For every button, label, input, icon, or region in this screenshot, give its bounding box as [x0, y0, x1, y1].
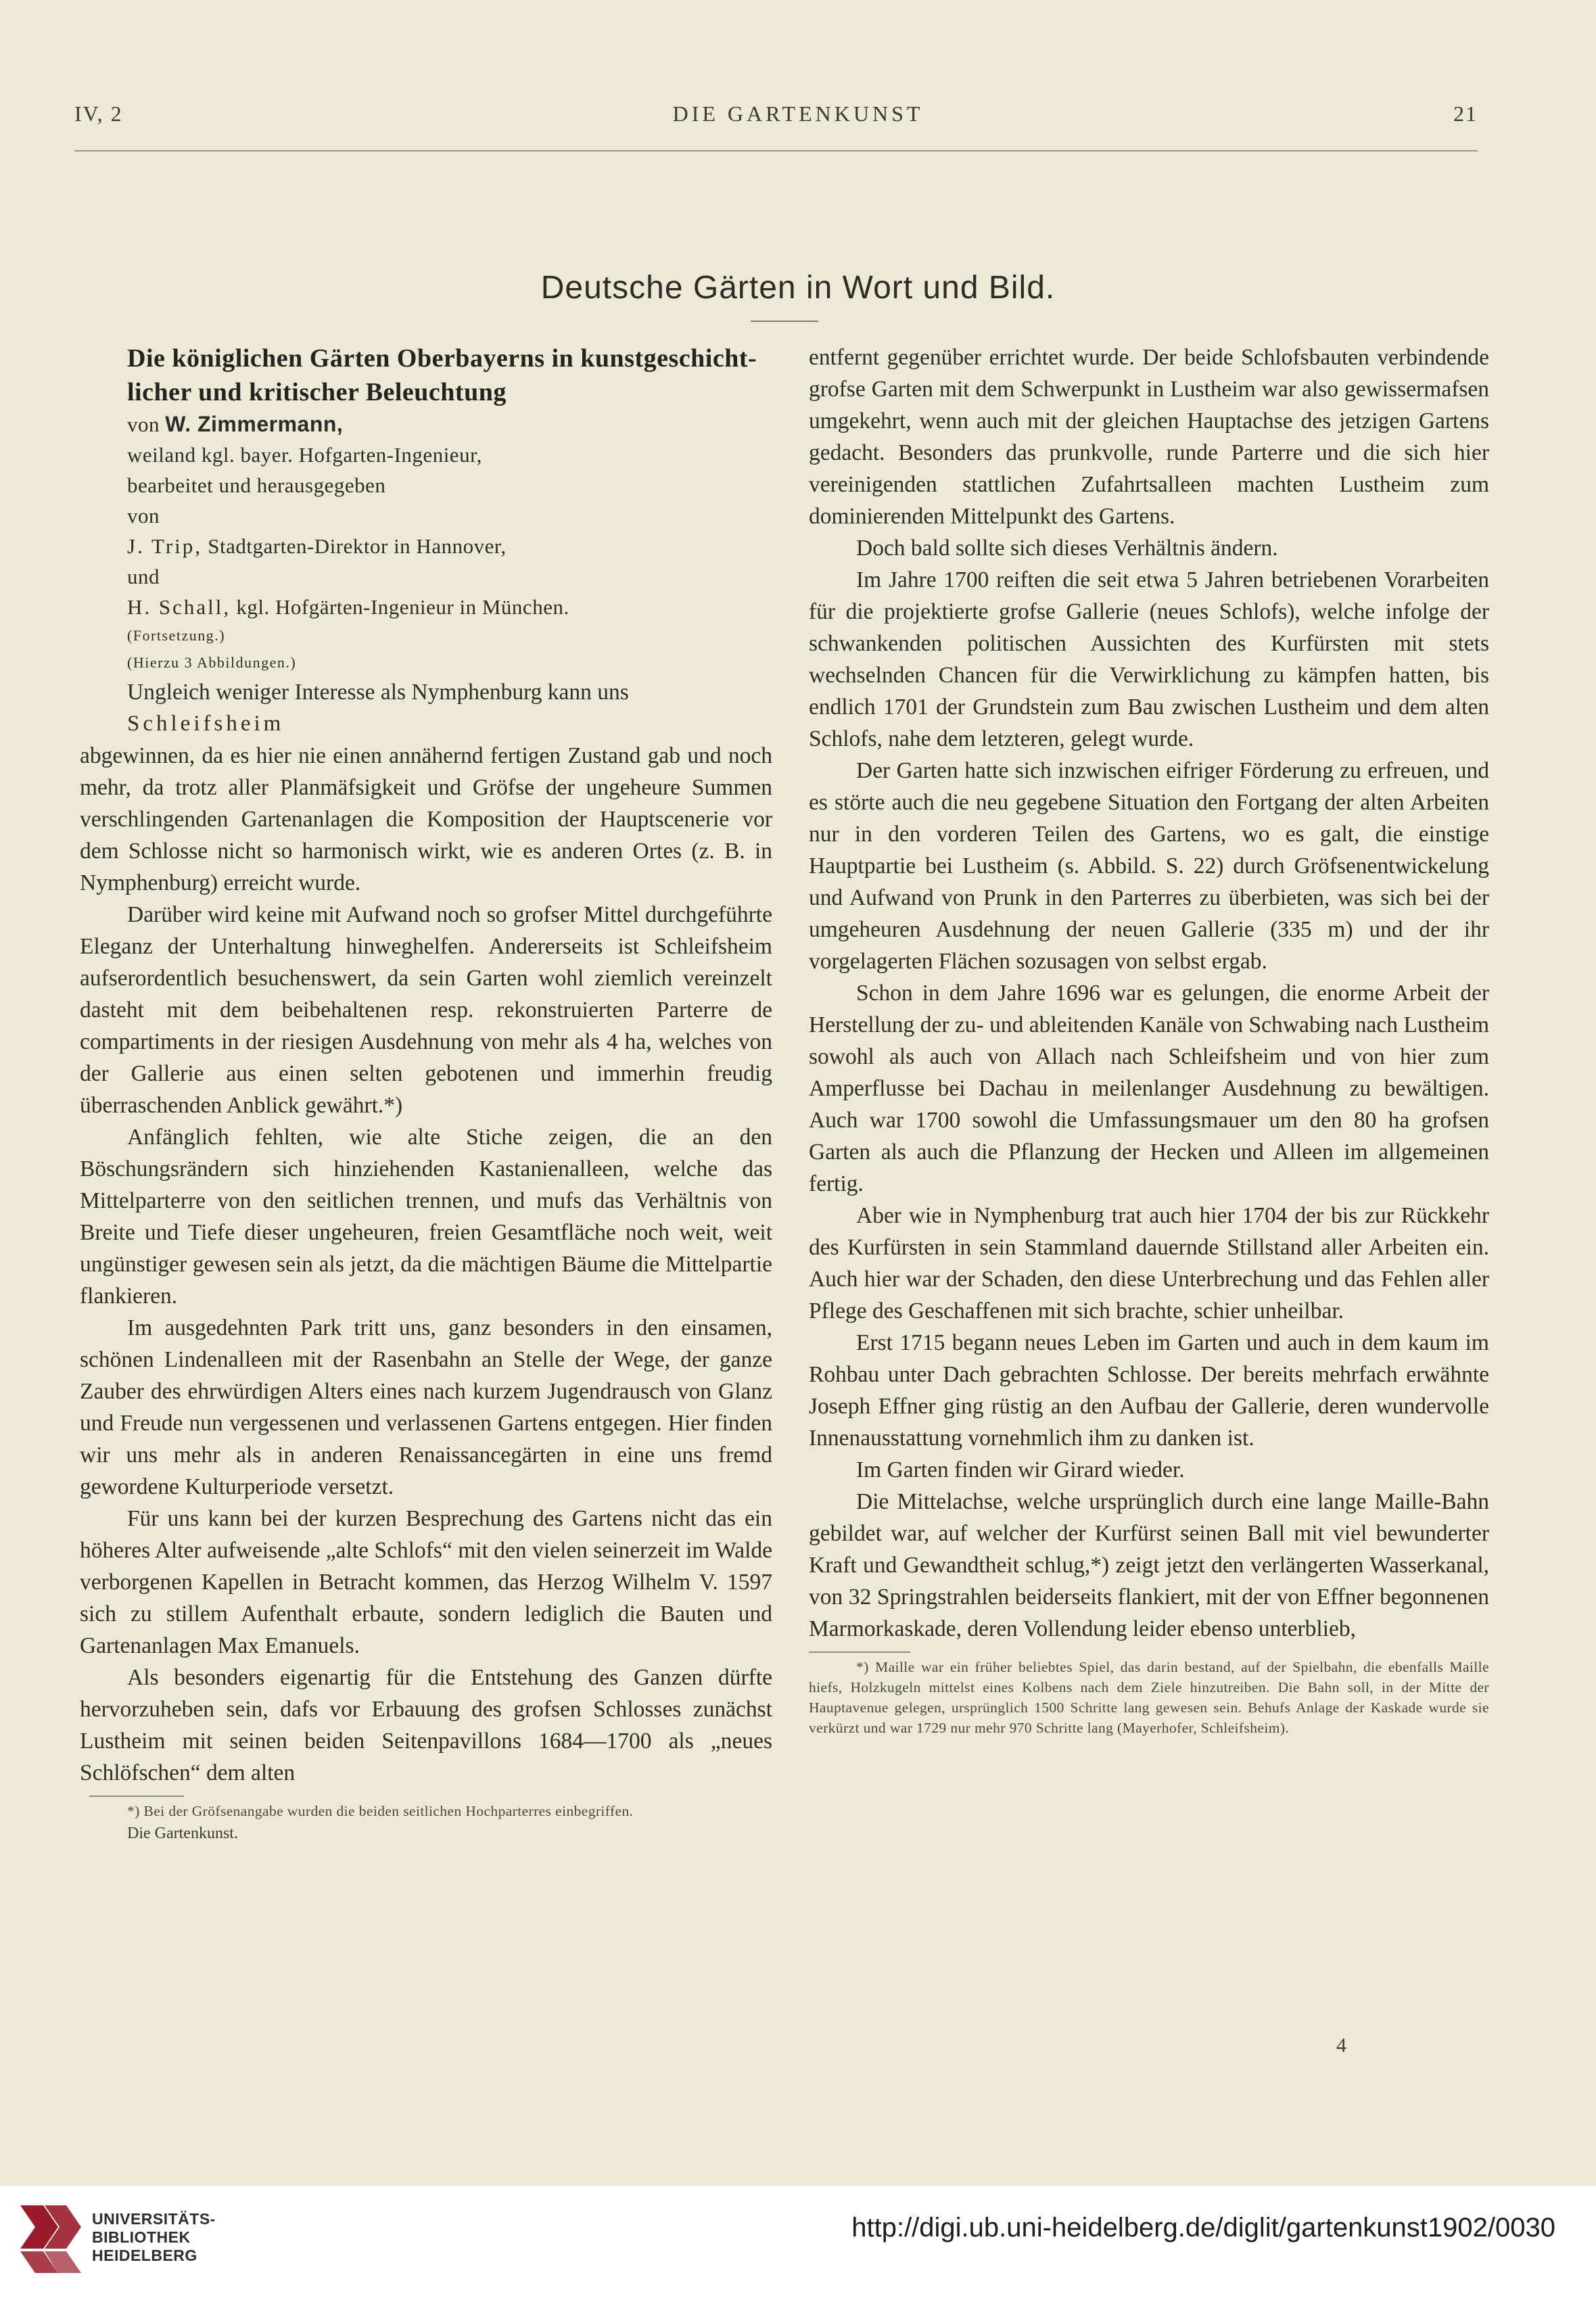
edited-line: bearbeitet und herausgegeben [127, 473, 386, 497]
und-line: und [127, 565, 160, 588]
continued-note: (Fortsetzung.) [127, 627, 226, 644]
author-role: weiland kgl. bayer. Hofgarten-Ingenieur, [127, 443, 482, 467]
sheet-signature: 4 [1336, 2034, 1346, 2057]
body-paragraph: Darüber wird keine mit Aufwand noch so grofser Mittel durchgeführte Eleganz der Unterhaltung hinweghelfen. Andererseits ist Schleifsheim aufserordentlich besuchenswert, da sein Garten wohl ziemlich vereinzelt dasteht mit dem beibehaltenen resp. rekonstruierten Parterre de compartiments in der riesigen Ausdehnung von mehr als 4 ha, welches von der Gallerie aus einen selten gebotenen und immerhin freudig überraschenden Anblick gewährt.*) [80, 902, 772, 1118]
university-library-logo-icon [16, 2200, 84, 2277]
permalink-url[interactable]: http://digi.ub.uni-heidelberg.de/diglit/gartenkunst1902/0030 [851, 2213, 1555, 2243]
logo-line: BIBLIOTHEK [92, 2228, 191, 2246]
von-line: von [127, 504, 160, 527]
body-paragraph: Aber wie in Nymphenburg trat auch hier 1704 der bis zur Rückkehr des Kurfürsten in sein Stammland dauernde Stillstand aller Arbeiten ein. Auch hier war der Schaden, den diese Unterbrechung und das Fehlen aller Pflege des Geschaffenen mit sich brachte, schier unheilbar. [809, 1203, 1489, 1323]
body-paragraph: Anfänglich fehlten, wie alte Stiche zeigen, die an den Böschungsrändern sich hinziehenden Kastanienalleen, welche das Mittelparterre von den seitlichen trennen, und mufs das Verhältnis von Breite und Tiefe dieser ungeheuren, freien Gesamtfläche noch weit, weit ungünstiger gewesen sein als jetzt, da die mächtigen Bäume die Mittelpartie flankieren. [80, 1125, 772, 1309]
running-head-volume: IV, 2 [74, 101, 123, 126]
body-paragraph: Schon in dem Jahre 1696 war es gelungen, die enorme Arbeit der Herstellung der zu- und ableitenden Kanäle von Schwabing nach Lustheim sowohl als auch von Allach nach Schleifsheim und von hier zum Amperflusse bei Dachau in meilenlanger Ausdehnung zu bewältigen. Auch war 1700 sowohl die Umfassungsmauer um den 80 ha grofsen Garten als auch die Pflanzung der Hecken und Alleen im allgemeinen fertig. [809, 981, 1489, 1196]
logo-line: HEIDELBERG [92, 2247, 197, 2264]
article-title-line2: licher und kritischer Beleuchtung [127, 378, 507, 406]
title-rule [751, 321, 818, 322]
editor2-role: kgl. Hofgärten-Ingenieur in München. [236, 595, 569, 619]
journal-signature: Die Gartenkunst. [127, 1825, 238, 1842]
body-paragraph: Im ausgedehnten Park tritt uns, ganz besonders in den einsamen, schönen Lindenalleen mit der Rasenbahn an Stelle der Wege, der ganze Zauber des ehrwürdigen Alters eines nach kurzem Jugendrausch von Glanz und Freude nun vergessenen und verlassenen Gartens entgegen. Hier finden wir uns mehr als in anderen Renaissancegärten in eine uns fremd gewordene Kulturperiode versetzt. [80, 1315, 772, 1499]
body-paragraph: Doch bald sollte sich dieses Verhältnis ändern. [856, 536, 1278, 561]
footnote-rule [809, 1651, 910, 1653]
header-rule [74, 150, 1478, 151]
left-column [80, 342, 772, 1846]
editor1-name: J. Trip, [127, 534, 203, 558]
author-name: W. Zimmermann, [165, 412, 344, 436]
page-number: 21 [1453, 101, 1478, 126]
right-column [809, 342, 1489, 1738]
editor2-name: H. Schall, [127, 595, 231, 619]
logo-line: UNIVERSITÄTS- [92, 2210, 216, 2228]
page-title: Deutsche Gärten in Wort und Bild. [540, 270, 1056, 306]
body-paragraph: Die Mittelachse, welche ursprünglich durch eine lange Maille-Bahn gebildet war, auf welcher der Kurfürst seinen Ball mit viel bewunderter Kraft und Gewandtheit schlug,*) zeigt jetzt den verlängerten Wasserkanal, von 32 Springstrahlen beiderseits flankiert, mit der von Effner begonnenen Marmorkaskade, deren Vollendung leider ebenso unterblieb, [809, 1489, 1489, 1641]
body-paragraph: Erst 1715 begann neues Leben im Garten und auch in dem kaum im Rohbau unter Dach gebrachten Schlosse. Der bereits mehrfach erwähnte Joseph Effner ging rüstig an den Aufbau der Gallerie, deren wundervolle Innenausstattung vornehmlich ihm zu danken ist. [809, 1330, 1489, 1451]
by-prefix: von [127, 413, 160, 436]
article-title-line1: Die königlichen Gärten Oberbayerns in kunstgeschicht- [127, 344, 757, 373]
body-paragraph: Für uns kann bei der kurzen Besprechung des Gartens nicht das ein höheres Alter aufweisende „alte Schlofs“ mit den vielen seinerzeit im Walde verborgenen Kapellen in Betracht kommen, das Herzog Wilhelm V. 1597 sich zu stillem Aufenthalt erbaute, sondern lediglich die Bauten und Gartenanlagen Max Emanuels. [80, 1506, 772, 1658]
running-head-journal: DIE GARTENKUNST [672, 101, 924, 126]
editor2-line [80, 592, 772, 622]
footnote-rule [89, 1796, 184, 1797]
illustrations-note: (Hierzu 3 Abbildungen.) [127, 654, 297, 671]
author-line [80, 409, 772, 440]
intro-line: Ungleich weniger Interesse als Nymphenburg kann uns [127, 680, 629, 705]
editor1-line [80, 531, 772, 561]
body-paragraph: Der Garten hatte sich inzwischen eifriger Förderung zu erfreuen, und es störte auch die neu gegebene Situation den Fortgang der alten Arbeiten nur in den vorderen Teilen des Gartens, wo es galt, die einstige Hauptpartie bei Lustheim (s. Abbild. S. 22) durch Gröfsenentwickelung und Aufwand von Prunk in den Parterres zu überbieten, was sich bei der umgeheuren Ausdehnung der neuen Gallerie (335 m) und der ihr vorgelagerten Flächen sozusagen von selbst ergab. [809, 758, 1489, 974]
footnote-left: *) Bei der Gröfsenangabe wurden die beiden seitlichen Hochparterres einbegriffen. [127, 1803, 634, 1819]
body-paragraph: Im Jahre 1700 reiften die seit etwa 5 Jahren betriebenen Vorarbeiten für die projektierte grofse Gallerie (neues Schlofs), welche infolge der schwankenden politischen Aussichten des Kurfürsten mit stets wechselnden Chancen für die Verwirklichung zu kämpfen hatten, bis endlich 1701 der Grundstein zum Bau zwischen Lustheim und dem alten Schlofs, nahe dem letzteren, gelegt wurde. [809, 567, 1489, 751]
body-paragraph: Im Garten finden wir Girard wieder. [856, 1457, 1185, 1482]
editor1-role: Stadtgarten-Direktor in Hannover, [208, 534, 507, 558]
body-paragraph: abgewinnen, da es hier nie einen annähernd fertigen Zustand gab und noch mehr, da trotz aller Planmäfsigkeit und Gröfse der ungeheure Summen verschlingenden Gartenanlagen die Komposition der Hauptscenerie vor dem Schlosse nicht so harmonisch wirkt, wie es anderen Ortes (z. B. in Nymphenburg) erreicht wurde. [80, 743, 772, 895]
footnote-right: *) Maille war ein früher beliebtes Spiel, das darin bestand, auf der Spielbahn, die ebenfalls Maille hiefs, Holzkugeln mittelst eines Kolbens nach dem Ziele hinzutreiben. Die Bahn soll, in der Mitte der Hauptavenue gelegen, ursprünglich 1500 Schritte lang gewesen sein. Behufs Anlage der Kaskade wurde sie verkürzt und war 1729 nur mehr 970 Schritte lang (Mayerhofer, Schleifsheim). [809, 1659, 1489, 1736]
body-paragraph: Als besonders eigenartig für die Entstehung des Ganzen dürfte hervorzuheben sein, dafs vor Erbauung des grofsen Schlosses zunächst Lustheim mit seinen beiden Seitenpavillons 1684—1700 als „neues Schlöfschen“ dem alten [80, 1665, 772, 1785]
body-paragraph: entfernt gegenüber errichtet wurde. Der beide Schlofsbauten verbindende grofse Garten mit dem Schwerpunkt in Lustheim war also gewissermafsen umgekehrt, wenn auch mit der gleichen Hauptachse des jetzigen Gartens gedacht. Besonders das prunkvolle, runde Parterre und die sich hier vereinigenden stattlichen Zufahrtsalleen machten Lustheim zum dominierenden Mittelpunkt des Gartens. [809, 345, 1489, 529]
section-heading: Schleifsheim [127, 711, 285, 736]
university-library-name [92, 2210, 216, 2265]
